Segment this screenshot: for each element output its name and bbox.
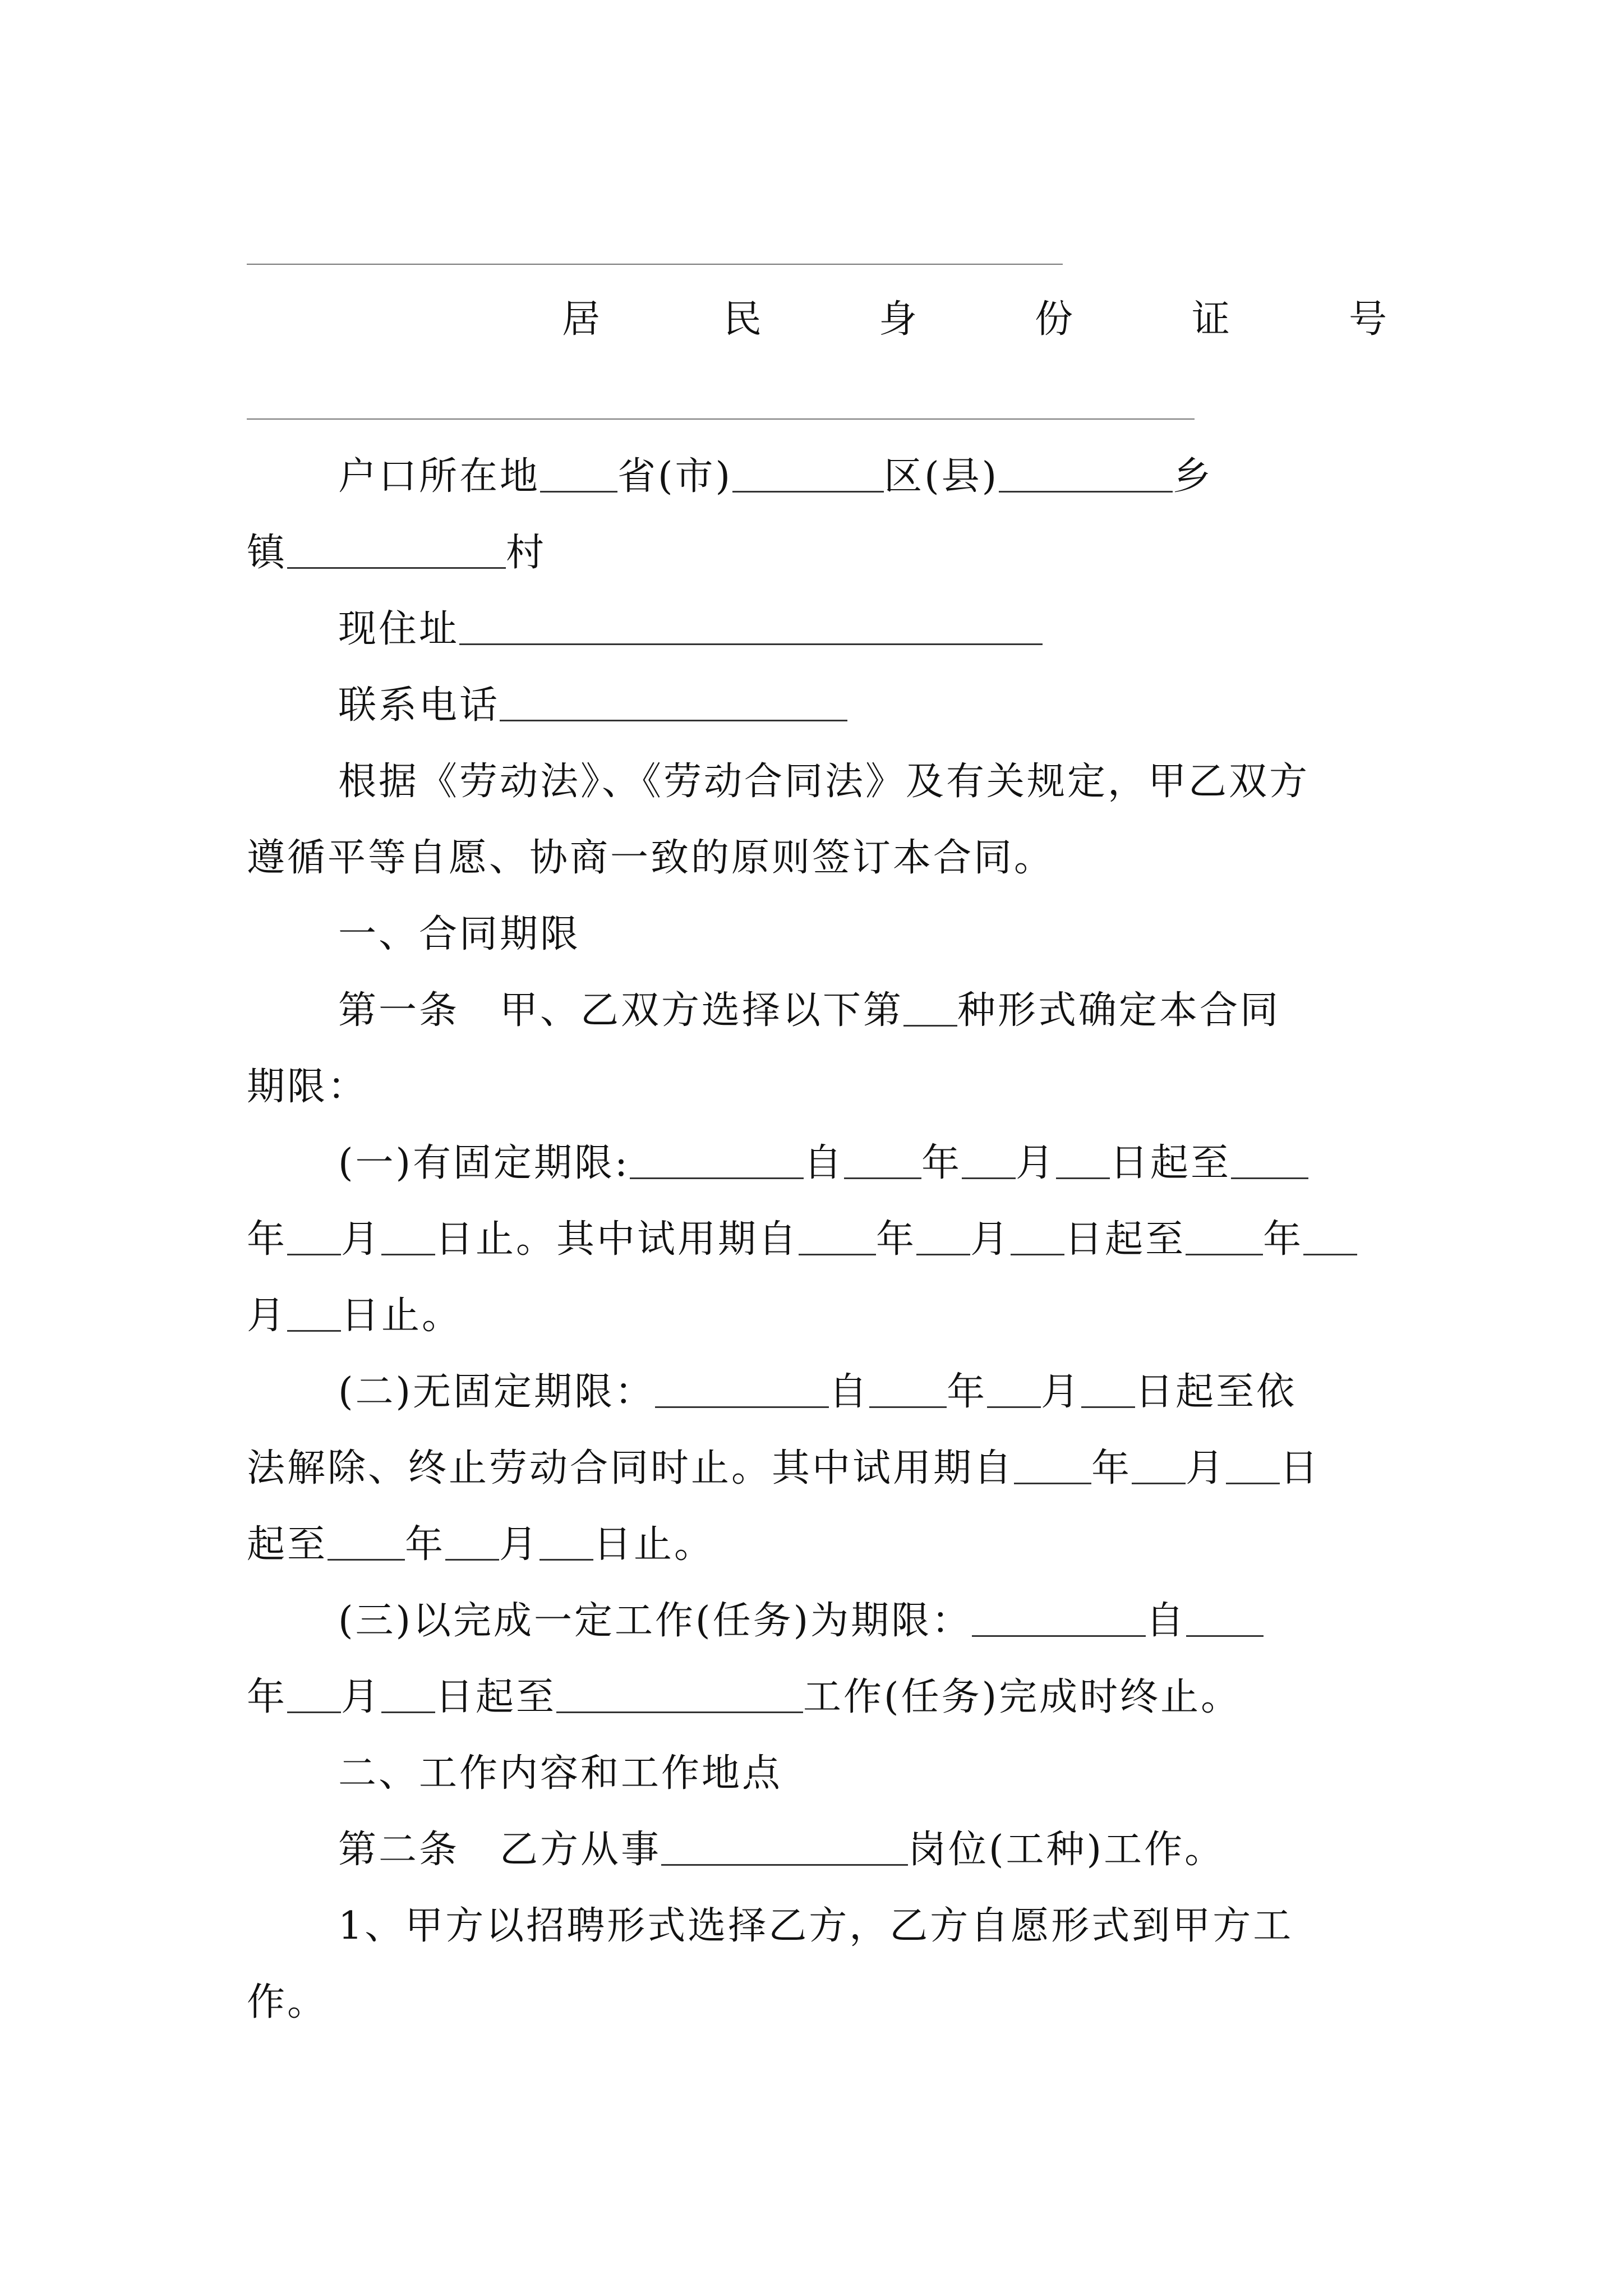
blank bbox=[962, 1146, 1016, 1179]
id-char: 居 bbox=[562, 297, 601, 342]
id-char: 民 bbox=[723, 297, 762, 342]
blank bbox=[287, 536, 506, 569]
blank bbox=[799, 1222, 876, 1255]
town-line: 镇 村 bbox=[247, 531, 547, 575]
id-char: 份 bbox=[1035, 297, 1073, 342]
task-term-line-2: 年 月 日起至 工作(任务)完成时终止。 bbox=[247, 1675, 1242, 1719]
blank bbox=[500, 688, 847, 721]
blank bbox=[381, 1222, 435, 1255]
fixed-term-line-2: 年 月 日止。其中试用期自 年 月 日起至 年 bbox=[0, 1221, 1623, 1259]
blank bbox=[630, 1146, 804, 1179]
blank bbox=[287, 1222, 341, 1255]
item-1-line-2: 作。 bbox=[247, 1980, 328, 2024]
blank bbox=[1231, 1146, 1308, 1179]
blank bbox=[459, 612, 1043, 645]
id-char: 身 bbox=[879, 297, 917, 342]
blank bbox=[1186, 1222, 1263, 1255]
blank bbox=[287, 1680, 341, 1713]
open-term-line-3: 起至 年 月 日止。 bbox=[247, 1522, 715, 1567]
intro-line-2: 遵循平等自愿、协商一致的原则签订本合同。 bbox=[247, 836, 1055, 880]
blank bbox=[1081, 1375, 1135, 1408]
phone-line: 联系电话 bbox=[0, 687, 1623, 725]
article-1-line-2: 期限： bbox=[247, 1065, 368, 1109]
section-1-title: 一、合同期限 bbox=[338, 912, 581, 956]
id-char: 证 bbox=[1192, 297, 1230, 342]
address-line: 现住址 bbox=[0, 610, 1623, 648]
section-2-title: 二、工作内容和工作地点 bbox=[338, 1751, 783, 1796]
blank bbox=[999, 459, 1173, 493]
blank bbox=[1011, 1222, 1064, 1255]
blank bbox=[903, 993, 957, 1027]
open-term-line-1: (二)无固定期限： 自 年 月 日起至依 bbox=[338, 1370, 1297, 1414]
blank bbox=[1226, 1451, 1280, 1484]
id-number-label bbox=[0, 297, 1623, 346]
blank bbox=[1186, 1604, 1264, 1637]
blank bbox=[655, 1375, 829, 1408]
blank bbox=[540, 459, 617, 493]
blank bbox=[661, 1833, 908, 1866]
blank bbox=[328, 1527, 405, 1561]
blank bbox=[987, 1375, 1041, 1408]
intro-line-1: 根据《劳动法》、《劳动合同法》及有关规定，甲乙双方 bbox=[338, 760, 1310, 804]
blank bbox=[445, 1527, 499, 1561]
blank bbox=[381, 1680, 435, 1713]
article-2: 第二条 乙方从事 岗位(工种)工作。 bbox=[338, 1828, 1225, 1872]
id-char: 号 bbox=[1349, 297, 1387, 342]
blank bbox=[869, 1375, 947, 1408]
blank bbox=[556, 1680, 803, 1713]
blank bbox=[732, 459, 884, 493]
blank bbox=[1303, 1222, 1357, 1255]
blank bbox=[844, 1146, 921, 1179]
item-1-line-1: 1、甲方以招聘形式选择乙方，乙方自愿形式到甲方工 bbox=[338, 1904, 1294, 1948]
blank-line-top bbox=[247, 264, 1063, 265]
blank bbox=[1014, 1451, 1091, 1484]
fixed-term-line-3: 月 日止。 bbox=[247, 1294, 463, 1338]
open-term-line-2: 法解除、终止劳动合同时止。其中试用期自 年 月 日 bbox=[247, 1446, 1321, 1490]
article-1-line-1: 第一条 甲、乙双方选择以下第 种形式确定本合同 bbox=[338, 988, 1281, 1033]
blank bbox=[1056, 1146, 1110, 1179]
fixed-term-line-1: (一)有固定期限: 自 年 月 日起至 bbox=[0, 1144, 1623, 1182]
blank bbox=[972, 1604, 1146, 1637]
task-term-line-1: (三)以完成一定工作(任务)为期限： 自 bbox=[0, 1602, 1623, 1640]
blank bbox=[540, 1527, 593, 1561]
id-number-blank bbox=[247, 418, 1195, 420]
blank bbox=[1132, 1451, 1186, 1484]
blank bbox=[916, 1222, 970, 1255]
blank bbox=[287, 1299, 341, 1332]
residence-line: 户口所在地 省(市) 区(县) 乡 bbox=[338, 454, 1214, 499]
